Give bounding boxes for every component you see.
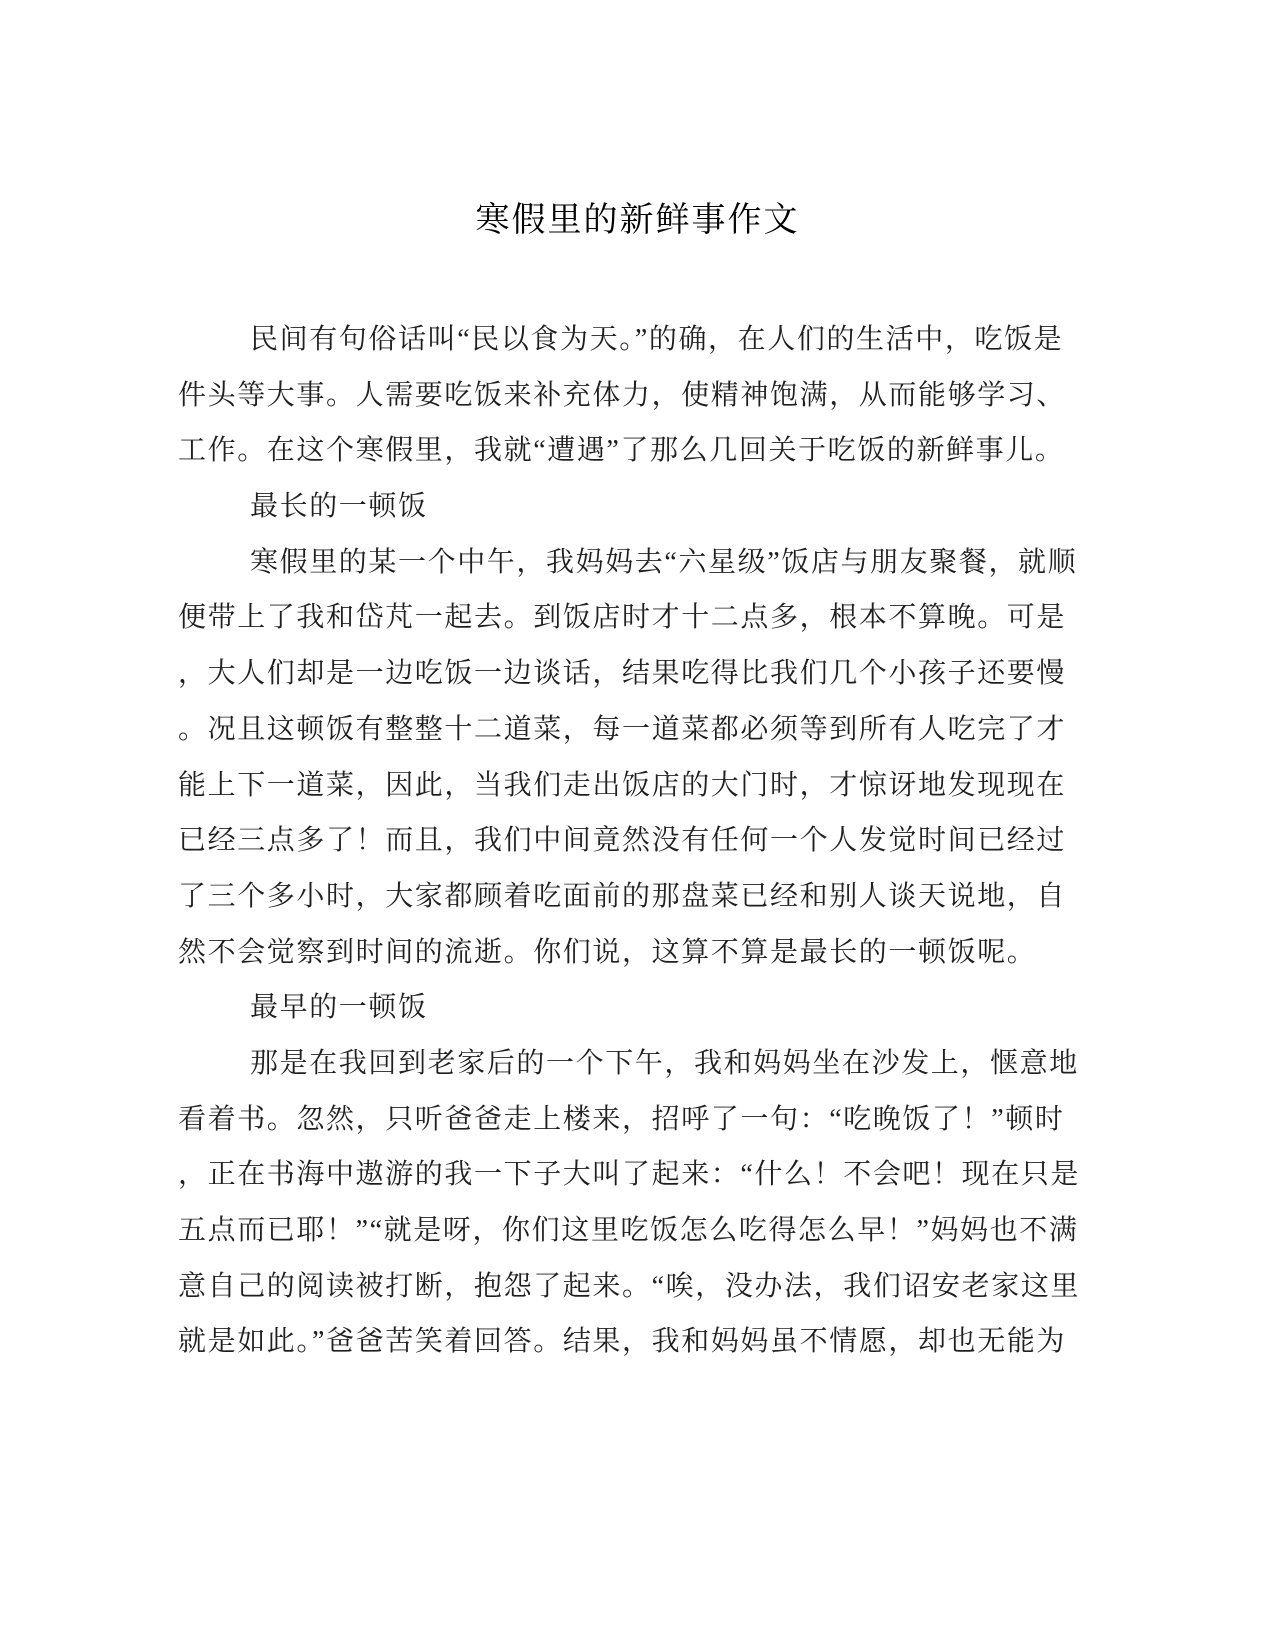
document-line: 了三个多小时，大家都顾着吃面前的那盘菜已经和别人谈天说地，自	[178, 880, 1067, 912]
document-line: 最早的一顿饭	[250, 992, 428, 1024]
document-line: 然不会觉察到时间的流逝。你们说，这算不算是最长的一顿饭呢。	[178, 936, 1037, 968]
document-line: 能上下一道菜，因此，当我们走出饭店的大门时，才惊讶地发现现在	[178, 769, 1067, 801]
document-line: 便带上了我和岱芃一起去。到饭店时才十二点多，根本不算晚。可是	[178, 602, 1067, 634]
document-line: 那是在我回到老家后的一个下午，我和妈妈坐在沙发上，惬意地	[250, 1047, 1079, 1079]
document-line: 已经三点多了！而且，我们中间竟然没有任何一个人发觉时间已经过	[178, 825, 1067, 857]
document-line: 。况且这顿饭有整整十二道菜，每一道菜都必须等到所有人吃完了才	[178, 713, 1067, 745]
document-line: 意自己的阅读被打断，抱怨了起来。“唉，没办法，我们诏安老家这里	[178, 1270, 1081, 1302]
document-line: 最长的一顿饭	[250, 491, 428, 523]
document-line: 五点而已耶！”“就是呀，你们这里吃饭怎么吃得怎么早！”妈妈也不满	[178, 1215, 1079, 1246]
document-body	[178, 312, 1081, 1370]
document-line: ，大人们却是一边吃饭一边谈话，结果吃得比我们几个小孩子还要慢	[178, 658, 1067, 690]
document-line: 就是如此。”爸爸苦笑着回答。结果，我和妈妈虽不情愿，却也无能为	[178, 1326, 1067, 1358]
document-line: 件头等大事。人需要吃饭来补充体力，使精神饱满，从而能够学习、	[178, 379, 1067, 411]
document-line: 民间有句俗话叫“民以食为天。”的确，在人们的生活中，吃饭是	[250, 324, 1064, 355]
document-title: 寒假里的新鲜事作文	[475, 201, 800, 239]
document-line: ，正在书海中遨游的我一下子大叫了起来：“什么！不会吧！现在只是	[178, 1159, 1081, 1191]
document-line: 寒假里的某一个中午，我妈妈去“六星级”饭店与朋友聚餐，就顺	[250, 546, 1078, 578]
document-line: 工作。在这个寒假里，我就“遭遇”了那么几回关于吃饭的新鲜事儿。	[178, 435, 1065, 467]
document-line: 看着书。忽然，只听爸爸走上楼来，招呼了一句：“吃晚饭了！”顿时	[178, 1103, 1065, 1135]
